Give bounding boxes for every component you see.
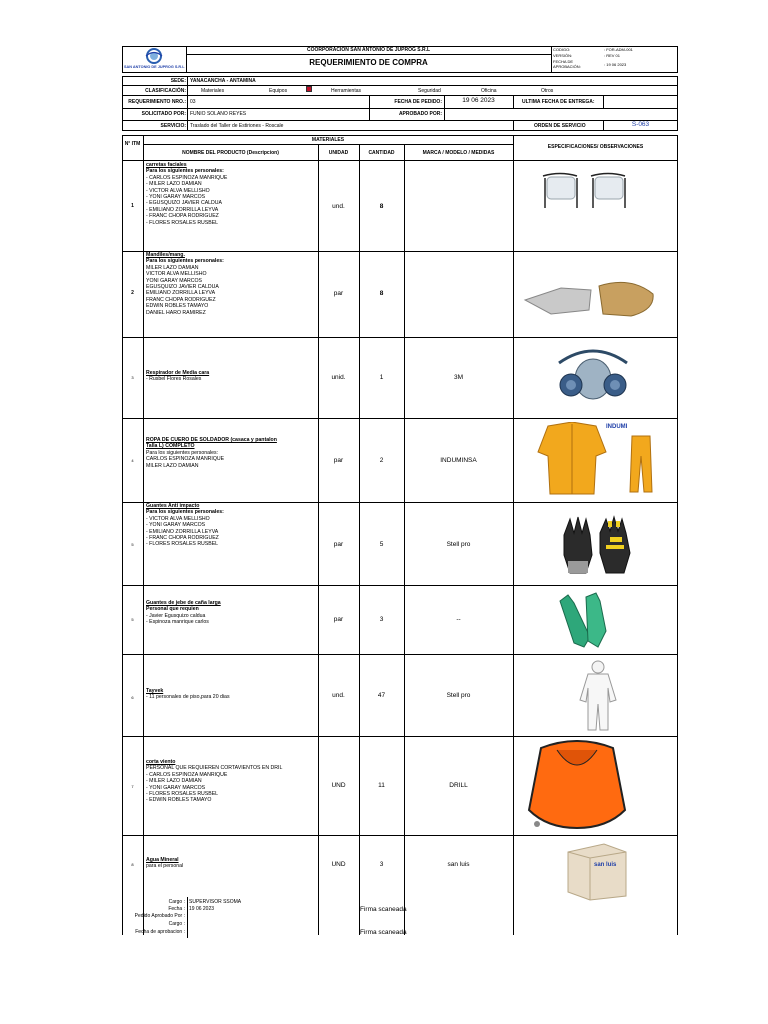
codigo-label: CODIGO:	[553, 47, 571, 52]
jacket-brand-label: INDUMI	[606, 424, 628, 430]
water-brand-label: san luis	[594, 862, 617, 868]
version-value: : REV 01	[604, 53, 621, 58]
product-description: Guantes Anti impacto Para los siguientes personales: - VICTOR ALVA MELLISHO - YONI GARAY MARCOS - EMILIANO ZORRILLA LEYVA - FRANC CHOPA RODRIGUEZ - FLORES ROSALES RUSBEL	[146, 503, 224, 548]
company-name: COORPORACIÓN SAN ANTONIO DE JUPROG S.R.L	[306, 47, 431, 53]
signature-2: Firma scaneada	[360, 929, 407, 936]
brand-cell: INDUMINSA	[440, 457, 477, 464]
row-number: 5	[131, 542, 134, 547]
brand-cell: Stell pro	[446, 692, 471, 699]
fecha-pedido-label: FECHA DE PEDIDO:	[394, 99, 442, 105]
clasificacion-label: CLASIFICACIÓN:	[145, 88, 186, 94]
qty-cell: 2	[379, 457, 384, 464]
coverall-icon	[578, 660, 618, 732]
unit-cell: und.	[332, 203, 345, 210]
brand-cell: san luis	[447, 861, 470, 868]
row-number: 5	[131, 617, 134, 622]
orden-servicio-label: ORDEN DE SERVICIO	[534, 123, 586, 129]
footer-fecha-label: Fecha :	[168, 906, 185, 912]
welding-sleeves-icon	[521, 276, 661, 318]
product-description: Tayvek - 11 personales de piso,para 20 dias	[146, 688, 230, 701]
servicio-value: Traslado del Taller de Estiriones - Roscale	[190, 123, 284, 129]
welder-jacket-icon	[524, 422, 664, 498]
row-number: 7	[131, 784, 134, 789]
qty-cell: 3	[379, 616, 384, 623]
qty-cell: 5	[379, 541, 384, 548]
row-number: 3	[131, 375, 134, 380]
respirator-icon	[553, 343, 633, 409]
footer-fecha-aprobacion-label: Fecha de aprobacion :	[135, 929, 185, 935]
footer-pedido-aprobado-label: Pedido Aprobado Por :	[134, 913, 185, 919]
unit-cell: par	[333, 616, 344, 623]
unit-cell: par	[333, 541, 344, 548]
solicitado-label: SOLICITADO POR:	[141, 111, 186, 117]
brand-cell: 3M	[453, 374, 464, 381]
clasif-seguridad[interactable]: Seguridad	[418, 88, 441, 94]
product-description: corta viento PERSONAL QUE REQUIEREN CORTAVIENTOS EN DRIL - CARLOS ESPINOZA MANRIQUE - MILER LAZO DAMIAN - YONI GARAY MARCOS - FLORES ROSALES RUSBEL - EDWIN ROBLES TAMAYO	[146, 759, 283, 804]
materials-group-header: MATERIALES	[311, 137, 345, 143]
impact-gloves-icon	[560, 515, 636, 577]
codigo-value: : FOR-ADM-001	[604, 47, 633, 52]
orden-servicio-value: S-063	[631, 121, 650, 128]
logo-text: SAN ANTONIO DE JUPROG S.R.L	[124, 65, 185, 69]
col-brand: MARCA / MODELO / MEDIDAS	[422, 150, 495, 156]
qty-cell: 47	[377, 692, 386, 699]
footer-fecha-value: 19 06 2023	[189, 906, 215, 912]
fecha-aprobacion-value: : 19 06 2023	[604, 62, 627, 67]
unit-cell: UND	[331, 782, 346, 789]
row-number: 1	[131, 203, 134, 209]
sede-label: SEDE:	[170, 78, 186, 84]
clasif-oficina[interactable]: Oficina	[481, 88, 497, 94]
product-description: Mandiles/mang. Para los siguientes personales: MILER LAZO DAMIAN VICTOR ALVA MELLISHO YONI GARAY MARCOS EGUSQUIZO JAVIER CALDUA EMILIANO ZORRILLA LEYVA FRANC CHOPA RODRIGUEZ EDWIN ROBLES TAMAYO DANIEL HARO RAMIREZ	[146, 252, 224, 316]
brand-cell: Stell pro	[446, 541, 471, 548]
unit-cell: unid.	[331, 374, 346, 381]
col-unit: UNIDAD	[328, 150, 349, 156]
col-item: N° ITM	[124, 141, 141, 147]
servicio-label: SERVICIO:	[160, 123, 186, 129]
product-description: Agua Mineral para el personal	[146, 857, 184, 870]
row-number: 2	[131, 290, 134, 296]
row-number: 6	[131, 695, 134, 700]
req-nro-label: REQUERIMIENTO NRO.:	[128, 99, 186, 105]
col-spec: ESPECIFICACIONES/ OBSERVACIONES	[547, 144, 644, 150]
brand-cell: --	[456, 616, 461, 623]
signature-1: Firma scaneada	[360, 906, 407, 913]
qty-cell: 1	[379, 374, 384, 381]
col-name: NOMBRE DEL PRODUCTO (Descripcion)	[182, 150, 279, 156]
aprobado-label: APROBADO POR:	[398, 111, 442, 117]
unit-cell: UND	[331, 861, 346, 868]
qty-cell: 8	[379, 290, 384, 297]
brand-cell: DRILL	[449, 782, 468, 789]
document-title: REQUERIMIENTO DE COMPRA	[309, 58, 428, 67]
product-description: ROPA DE CUERO DE SOLDADOR (casaca y pantalon Talla L) COMPLETO Para los siguientes personales: CARLOS ESPINOZA MANRIQUE MILER LAZO DAMIAN	[146, 437, 277, 469]
clasif-herramientas[interactable]: Herramientas	[331, 88, 362, 94]
fecha-pedido-value: 19 06 2023	[462, 97, 495, 104]
product-description: carretas faciales Para los siguientes personales: - CARLOS ESPINOZA MANRIQUE - MILER LAZO DAMIAN - VICTOR ALVA MELLISHO - YONI GARAY MARCOS - EGUSQUIZO JAVIER CALDUA - EMILIANO ZORRILLA LEYVA - FRANC CHOPA RODRIGUEZ - FLORES ROSALES RUSBEL	[146, 162, 228, 226]
unit-cell: und.	[332, 692, 345, 699]
row-number: 4	[131, 458, 134, 463]
qty-cell: 8	[379, 203, 384, 210]
ultima-fecha-label: ULTIMA FECHA DE ENTREGA:	[522, 99, 595, 105]
sede-value: YANACANCHA - ANTAMINA	[190, 78, 256, 84]
face-shield-icon	[537, 168, 637, 214]
water-box-icon	[564, 840, 630, 902]
req-nro-value: 03	[190, 99, 196, 105]
footer-cargo-value: SUPERVISOR SSOMA	[189, 899, 242, 905]
solicitado-value: FUNIO SOLANO REYES	[190, 111, 247, 117]
clasif-equipos[interactable]: Equipos	[269, 88, 288, 94]
rubber-gloves-icon	[556, 591, 616, 649]
fecha-aprobacion-label: FECHA DE APROBACIÓN:	[553, 59, 581, 69]
company-logo	[124, 47, 184, 72]
footer-cargo2-label: Cargo :	[168, 921, 185, 927]
unit-cell: par	[333, 457, 344, 464]
row-number: 8	[131, 862, 134, 867]
col-qty: CANTIDAD	[368, 150, 395, 156]
clasif-materiales[interactable]: Materiales	[201, 88, 225, 94]
version-label: VERSIÓN:	[553, 53, 573, 58]
clasif-equipos-checkbox[interactable]	[306, 86, 312, 92]
unit-cell: par	[333, 290, 344, 297]
qty-cell: 11	[378, 782, 385, 789]
clasif-otros[interactable]: Otros	[541, 88, 554, 94]
qty-cell: 3	[379, 861, 384, 868]
product-description: Respirador de Media cara - Rusbel Flores Rosales	[146, 370, 210, 383]
product-description: Guantes de jebe de caña larga Personal que requien - Javier Egusquizo caldua - Espinoza manrique carlos	[146, 600, 221, 626]
windbreaker-icon	[521, 740, 633, 830]
footer-cargo-label: Cargo :	[168, 899, 185, 905]
